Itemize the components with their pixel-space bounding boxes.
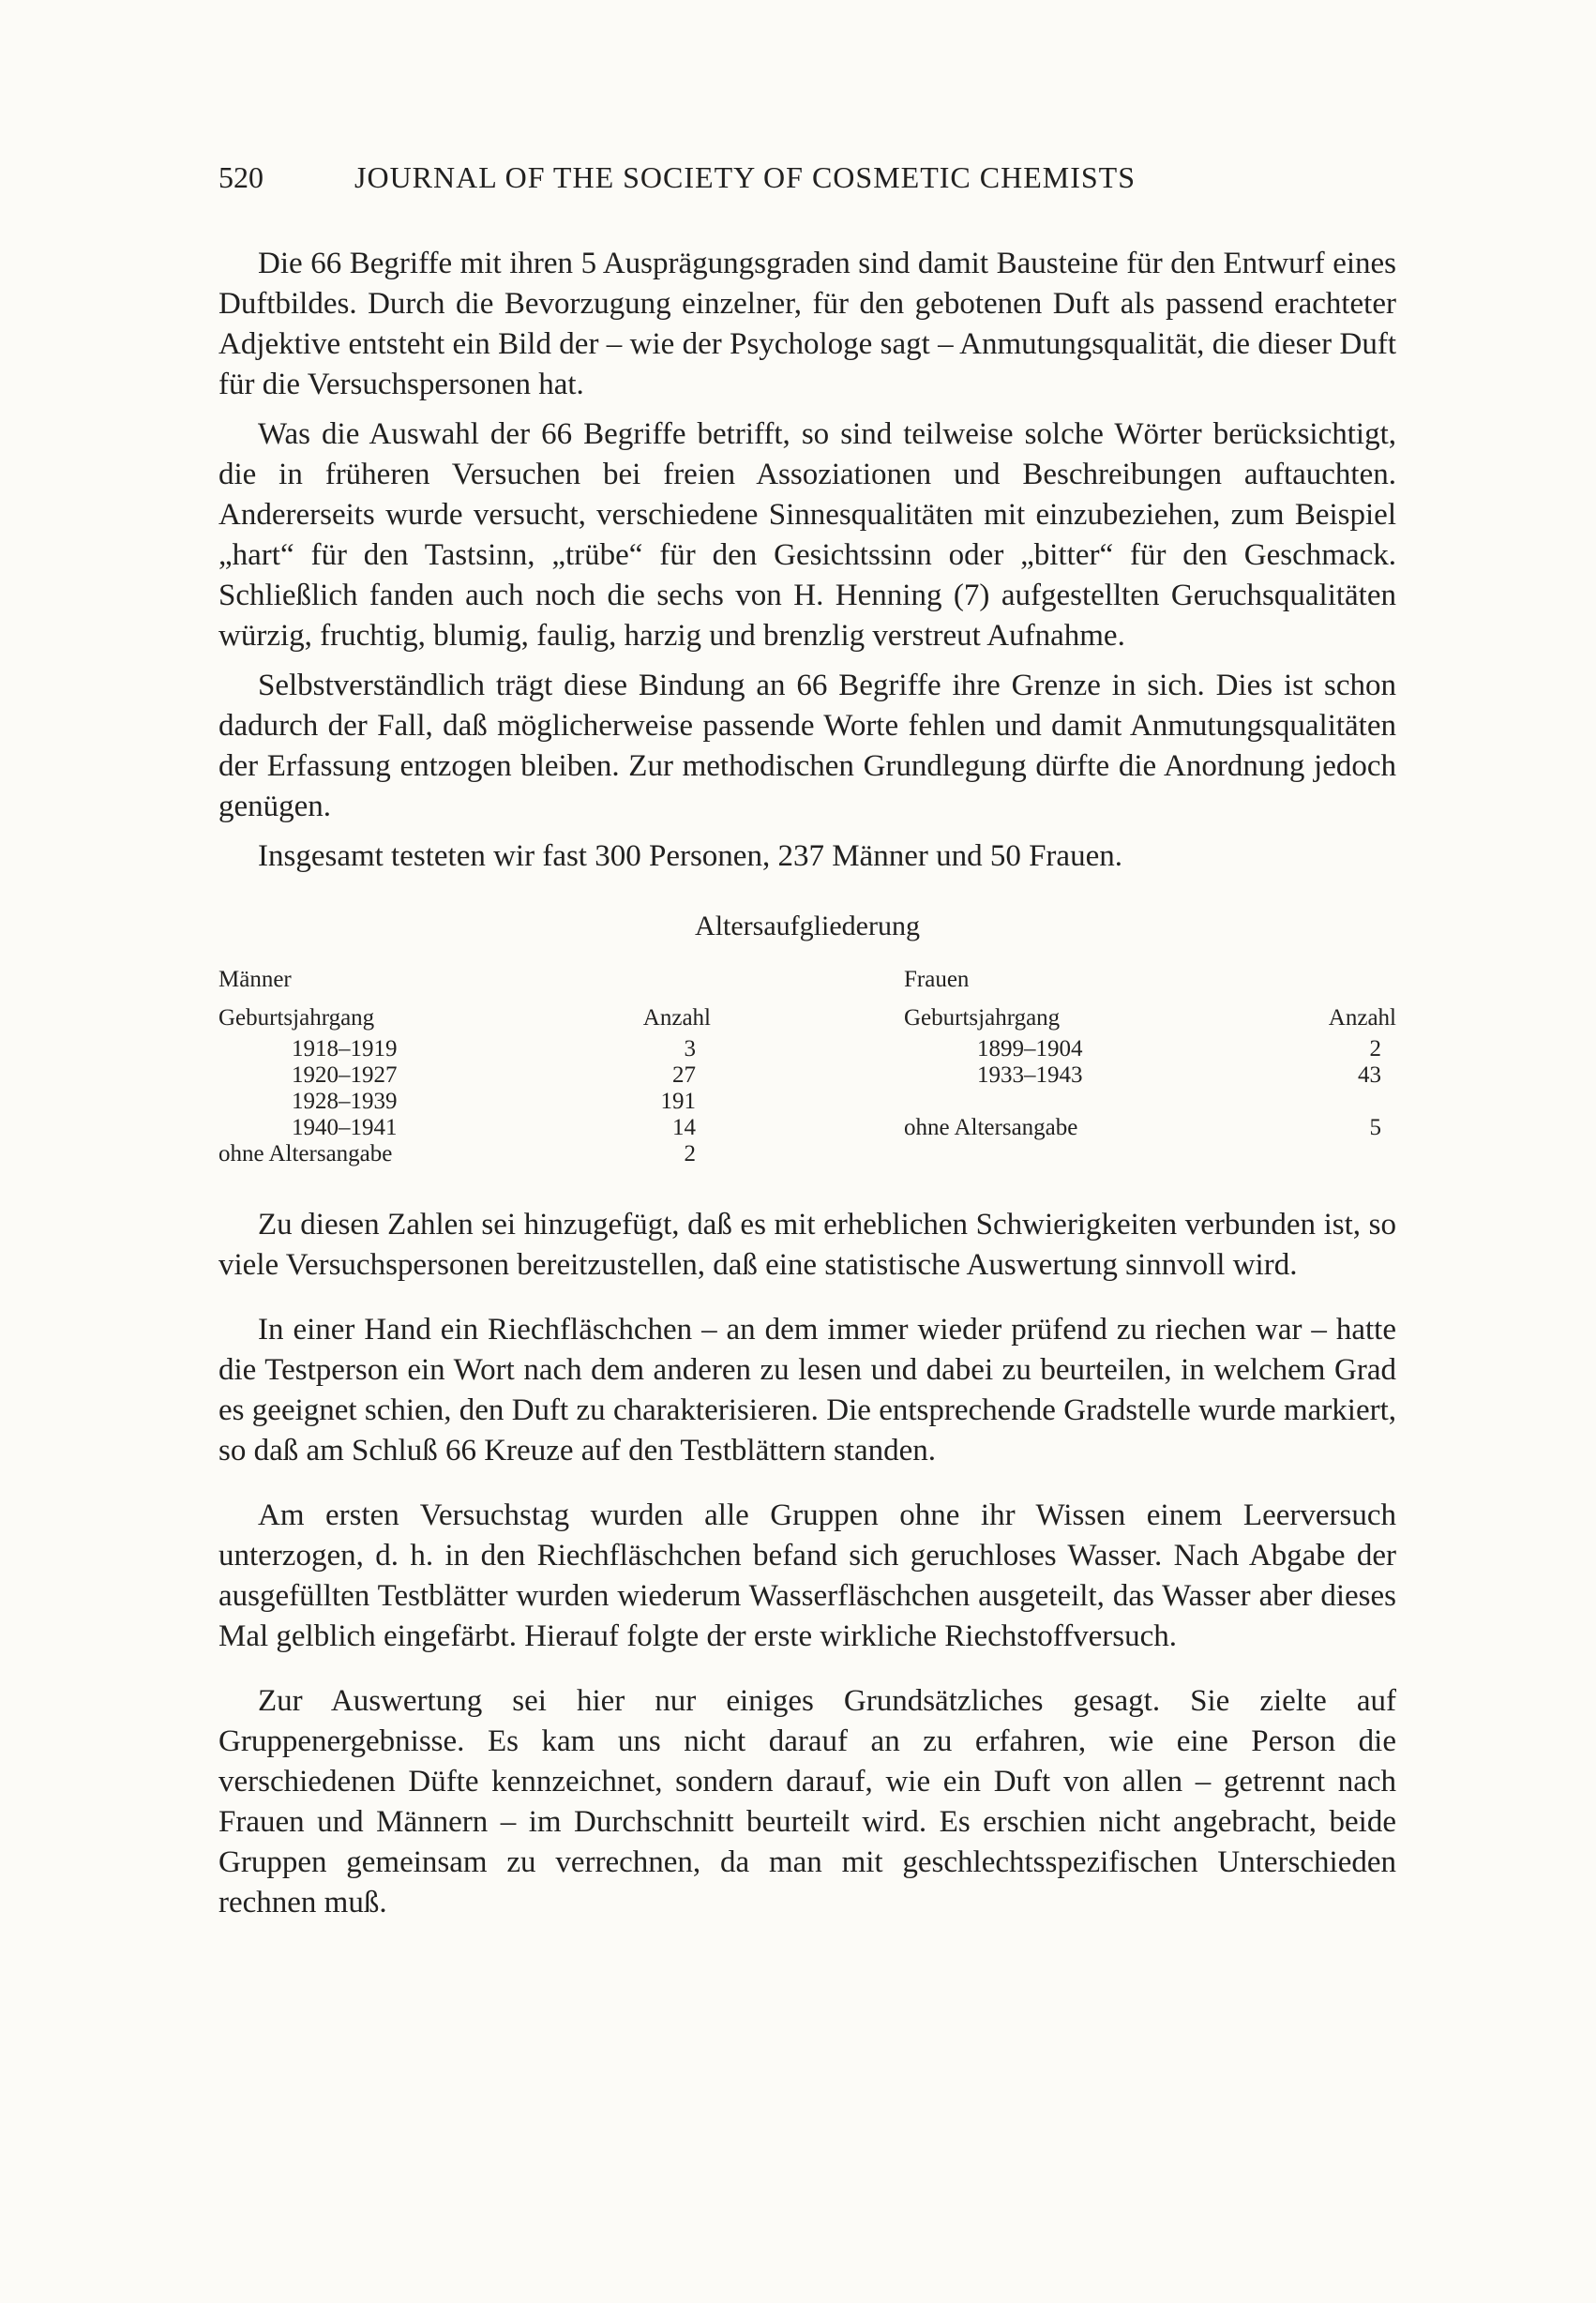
count-value: 5 bbox=[1369, 1115, 1381, 1140]
table-header-row bbox=[904, 1005, 1396, 1031]
paragraph: In einer Hand ein Riechfläschchen – an dem immer wieder prüfend zu riechen war – hatte die Testperson ein Wort nach dem anderen zu lesen und dabei zu beurteilen, in welchem Grad es geeignet schien, den Duft zu charakterisieren. Die entsprechende Gradstelle wurde markiert, so daß am Schluß 66 Kreuze auf den Testblättern standen. bbox=[218, 1313, 1396, 1468]
birth-year-range: 1920–1927 bbox=[292, 1062, 398, 1088]
table-row bbox=[218, 1115, 711, 1141]
page-number: 520 bbox=[218, 160, 263, 194]
birth-year-range bbox=[904, 1141, 1274, 1167]
count-value: 27 bbox=[672, 1062, 696, 1088]
birth-year-range: 1899–1904 bbox=[977, 1036, 1083, 1061]
column-header-count: Anzahl bbox=[642, 1005, 711, 1031]
group-label-women: Frauen bbox=[904, 967, 970, 992]
paragraph: Was die Auswahl der 66 Begriffe betrifft, so sind teilweise solche Wörter berücksichtigt, die in früheren Versuchen bei freien Assoziationen und Beschreibungen auftauchten. Andererseits wurde versucht, verschiedene Sinnesqualitäten mit einzubeziehen, zum Beispiel „hart“ für den Tastsinn, „trübe“ für den Gesichtssinn oder „bitter“ für den Geschmack. Schließlich fanden auch noch die sechs von H. Henning (7) aufgestellten Geruchsqualitäten würzig, fruchtig, blumig, faulig, harzig und brenzlig verstreut Aufnahme. bbox=[218, 417, 1396, 653]
count-value bbox=[1274, 1089, 1396, 1115]
table-group-men bbox=[218, 967, 711, 1167]
column-header-count: Anzahl bbox=[1328, 1005, 1396, 1031]
table-columns bbox=[218, 967, 1396, 1167]
count-value: 2 bbox=[1369, 1036, 1381, 1061]
count-value: 14 bbox=[672, 1115, 696, 1140]
birth-year-range: 1928–1939 bbox=[292, 1089, 398, 1114]
table-header-row bbox=[218, 1005, 711, 1031]
table-row-empty bbox=[904, 1141, 1396, 1167]
body-text-lower bbox=[218, 1205, 1396, 1923]
paragraph: Zu diesen Zahlen sei hinzugefügt, daß es mit erheblichen Schwierigkeiten verbunden ist, so viele Versuchspersonen bereitzustellen, daß eine statistische Auswertung sinnvoll wird. bbox=[218, 1208, 1396, 1282]
table-row bbox=[218, 1062, 711, 1089]
count-value: 3 bbox=[684, 1036, 696, 1061]
column-header-birth-year: Geburtsjahrgang bbox=[218, 1005, 375, 1031]
birth-year-range: 1933–1943 bbox=[977, 1062, 1083, 1088]
paragraph: Die 66 Begriffe mit ihren 5 Ausprägungsgraden sind damit Bausteine für den Entwurf eines Duftbildes. Durch die Bevorzugung einzelner, für den gebotenen Duft als passend erachteter Adjektive entsteht ein Bild der – wie der Psychologe sagt – Anmutungsqualität, die dieser Duft für die Versuchspersonen hat. bbox=[218, 247, 1396, 401]
count-value: 2 bbox=[684, 1141, 696, 1167]
paragraph: Insgesamt testeten wir fast 300 Personen, 237 Männer und 50 Frauen. bbox=[258, 839, 1122, 873]
count-value: 43 bbox=[1358, 1062, 1381, 1088]
table-row bbox=[904, 1036, 1396, 1062]
table-row bbox=[218, 1141, 711, 1167]
birth-year-range: ohne Altersangabe bbox=[904, 1115, 1078, 1140]
table-row bbox=[904, 1115, 1396, 1141]
page-content bbox=[218, 158, 1396, 1948]
table-row-empty bbox=[904, 1089, 1396, 1115]
table-row bbox=[218, 1036, 711, 1062]
table-row bbox=[904, 1062, 1396, 1089]
paragraph: Am ersten Versuchstag wurden alle Gruppen ohne ihr Wissen einem Leerversuch unterzogen, d. h. in den Riechfläschchen befand sich geruchloses Wasser. Nach Abgabe der ausgefüllten Testblätter wurden wiederum Wasserfläschchen ausgeteilt, das Wasser aber dieses Mal gelblich eingefärbt. Hierauf folgte der erste wirkliche Riechstoffversuch. bbox=[218, 1498, 1396, 1653]
body-text-upper bbox=[218, 244, 1396, 877]
birth-year-range: ohne Altersangabe bbox=[218, 1141, 393, 1167]
paragraph: Zur Auswertung sei hier nur einiges Grundsätzliches gesagt. Sie zielte auf Gruppenergebnisse. Es kam uns nicht darauf an zu erfahren, wie eine Person die verschiedenen Düfte kennzeichnet, sondern darauf, wie ein Duft von allen – getrennt nach Frauen und Männern – im Durchschnitt beurteilt wird. Es erschien nicht angebracht, beide Gruppen gemeinsam zu verrechnen, da man mit geschlechtsspezifischen Unterschieden rechnen muß. bbox=[218, 1684, 1396, 1919]
birth-year-range: 1940–1941 bbox=[292, 1115, 398, 1140]
birth-year-range bbox=[904, 1089, 1274, 1115]
table-row bbox=[218, 1089, 711, 1115]
group-label-men: Männer bbox=[218, 967, 292, 992]
paragraph: Selbstverständlich trägt diese Bindung an 66 Begriffe ihre Grenze in sich. Dies ist schon dadurch der Fall, daß möglicherweise passende Worte fehlen und damit Anmutungsqualitäten der Erfassung entzogen bleiben. Zur methodischen Grundlegung dürfte die Anordnung jedoch genügen. bbox=[218, 669, 1396, 823]
running-head bbox=[218, 158, 1396, 197]
journal-title: JOURNAL OF THE SOCIETY OF COSMETIC CHEMISTS bbox=[354, 160, 1136, 194]
count-value: 191 bbox=[660, 1089, 696, 1114]
count-value bbox=[1274, 1141, 1396, 1167]
age-distribution-table bbox=[218, 909, 1396, 1167]
column-header-birth-year: Geburtsjahrgang bbox=[904, 1005, 1061, 1031]
table-group-women bbox=[904, 967, 1396, 1167]
table-title: Altersaufgliederung bbox=[695, 911, 920, 941]
birth-year-range: 1918–1919 bbox=[292, 1036, 398, 1061]
